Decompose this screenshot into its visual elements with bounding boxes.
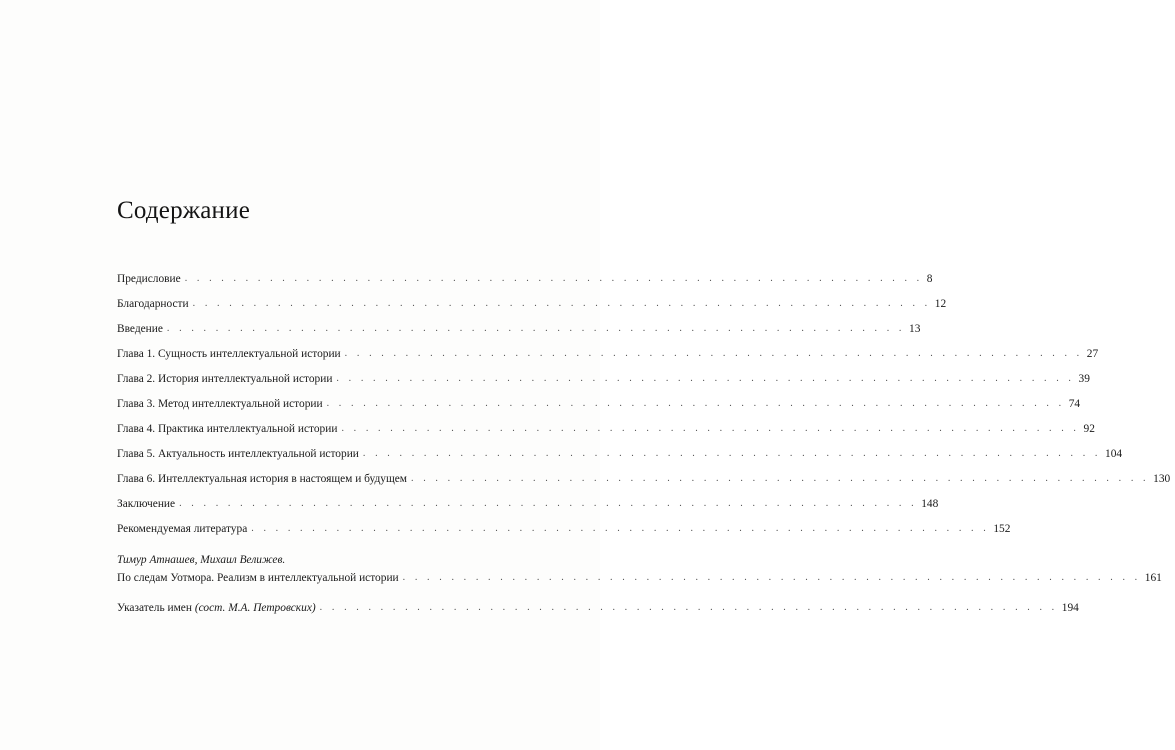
toc-entry-chapter-5 xyxy=(117,436,1123,461)
dot-leader: . . . . . . . . . . . . . . . . . . . . . . . . . . . . . . . . . . . . . . . . . . . . . . . . . . . . . . . . . . . . . xyxy=(344,348,1083,359)
toc-entry-label: Глава 5. Актуальность интеллектуальной истории xyxy=(117,448,359,460)
toc-page-number: 130 xyxy=(1153,473,1171,485)
toc-entry-label: Введение xyxy=(117,323,163,335)
toc-entry-preface xyxy=(117,261,933,286)
dot-leader: . . . . . . . . . . . . . . . . . . . . . . . . . . . . . . . . . . . . . . . . . . . . . . . . . . . . . . . . . . . . . xyxy=(184,273,923,284)
toc-entry-label: Благодарности xyxy=(117,298,189,310)
index-title: Указатель имен xyxy=(117,602,192,614)
dot-leader: . . . . . . . . . . . . . . . . . . . . . . . . . . . . . . . . . . . . . . . . . . . . . . . . . . . . . . . . . . . . . xyxy=(326,398,1065,409)
toc-page-number: 92 xyxy=(1083,423,1095,435)
dot-leader: . . . . . . . . . . . . . . . . . . . . . . . . . . . . . . . . . . . . . . . . . . . . . . . . . . . . . . . . . . . . . xyxy=(362,448,1102,459)
dot-leader: . . . . . . . . . . . . . . . . . . . . . . . . . . . . . . . . . . . . . . . . . . . . . . . . . . . . . . . . . . . . . xyxy=(251,523,990,534)
toc-entry-conclusion xyxy=(117,486,939,511)
toc-entry-chapter-1 xyxy=(117,336,1099,361)
table-of-contents xyxy=(117,261,1171,615)
dot-leader: . . . . . . . . . . . . . . . . . . . . . . . . . . . . . . . . . . . . . . . . . . . . . . . . . . . . . . . . . . . . . xyxy=(166,323,906,334)
dot-leader: . . . . . . . . . . . . . . . . . . . . . . . . . . . . . . . . . . . . . . . . . . . . . . . . . . . . . . . . . . . . . xyxy=(411,473,1150,484)
toc-entry-label: Глава 6. Интеллектуальная история в настоящем и будущем xyxy=(117,473,408,485)
toc-entry-afterword xyxy=(117,536,1162,585)
toc-entry-chapter-6 xyxy=(117,461,1171,486)
dot-leader: . . . . . . . . . . . . . . . . . . . . . . . . . . . . . . . . . . . . . . . . . . . . . . . . . . . . . . . . . . . . . xyxy=(336,373,1075,384)
toc-entry-label: Глава 4. Практика интеллектуальной истории xyxy=(117,423,338,435)
toc-page-number: 104 xyxy=(1105,448,1123,460)
toc-entry-label: По следам Уотмора. Реализм в интеллектуальной истории xyxy=(117,572,399,584)
toc-entry-row xyxy=(117,571,1162,585)
toc-entry-chapter-2 xyxy=(117,361,1090,386)
toc-entry-chapter-4 xyxy=(117,411,1095,436)
toc-entry-label: Заключение xyxy=(117,498,176,510)
toc-page-number: 161 xyxy=(1144,572,1162,584)
dot-leader: . . . . . . . . . . . . . . . . . . . . . . . . . . . . . . . . . . . . . . . . . . . . . . . . . . . . . . . . . . . . . xyxy=(402,572,1141,583)
toc-page-number: 12 xyxy=(934,298,947,310)
toc-entry-label: Рекомендуемая литература xyxy=(117,523,248,535)
toc-page-number: 74 xyxy=(1068,398,1081,410)
toc-entry-label: Глава 3. Метод интеллектуальной истории xyxy=(117,398,323,410)
toc-page-number: 39 xyxy=(1078,373,1090,385)
toc-entry-label: Глава 2. История интеллектуальной истории xyxy=(117,373,333,385)
page-title: Содержание xyxy=(117,197,250,224)
dot-leader: . . . . . . . . . . . . . . . . . . . . . . . . . . . . . . . . . . . . . . . . . . . . . . . . . . . . . . . . . . . . . xyxy=(192,298,931,309)
toc-entry-label: Глава 1. Сущность интеллектуальной истории xyxy=(117,348,341,360)
toc-entry-acknowledgements xyxy=(117,286,947,311)
toc-entry-authors: Тимур Атнашев, Михаил Велижев. xyxy=(117,554,286,566)
toc-entry-name-index xyxy=(117,585,1079,615)
toc-entry-label xyxy=(117,601,318,615)
dot-leader: . . . . . . . . . . . . . . . . . . . . . . . . . . . . . . . . . . . . . . . . . . . . . . . . . . . . . . . . . . . . . xyxy=(341,423,1080,434)
toc-page-number: 152 xyxy=(993,523,1011,535)
toc-entry-recommended-reading xyxy=(117,511,1011,536)
toc-entry-label: Предисловие xyxy=(117,273,181,285)
toc-entry-introduction xyxy=(117,311,921,336)
toc-entry-chapter-3 xyxy=(117,386,1081,411)
toc-page-number: 148 xyxy=(921,498,939,510)
dot-leader: . . . . . . . . . . . . . . . . . . . . . . . . . . . . . . . . . . . . . . . . . . . . . . . . . . . . . . . . . . . . . xyxy=(179,498,918,509)
toc-page-number: 27 xyxy=(1086,348,1099,360)
index-editor: (сост. М.А. Петровских) xyxy=(194,602,316,614)
dot-leader: . . . . . . . . . . . . . . . . . . . . . . . . . . . . . . . . . . . . . . . . . . . . . . . . . . . . . . . . . . . . . xyxy=(319,602,1058,613)
toc-page-number: 8 xyxy=(926,273,933,285)
toc-page-number: 13 xyxy=(909,323,921,335)
toc-page-number: 194 xyxy=(1061,602,1079,614)
